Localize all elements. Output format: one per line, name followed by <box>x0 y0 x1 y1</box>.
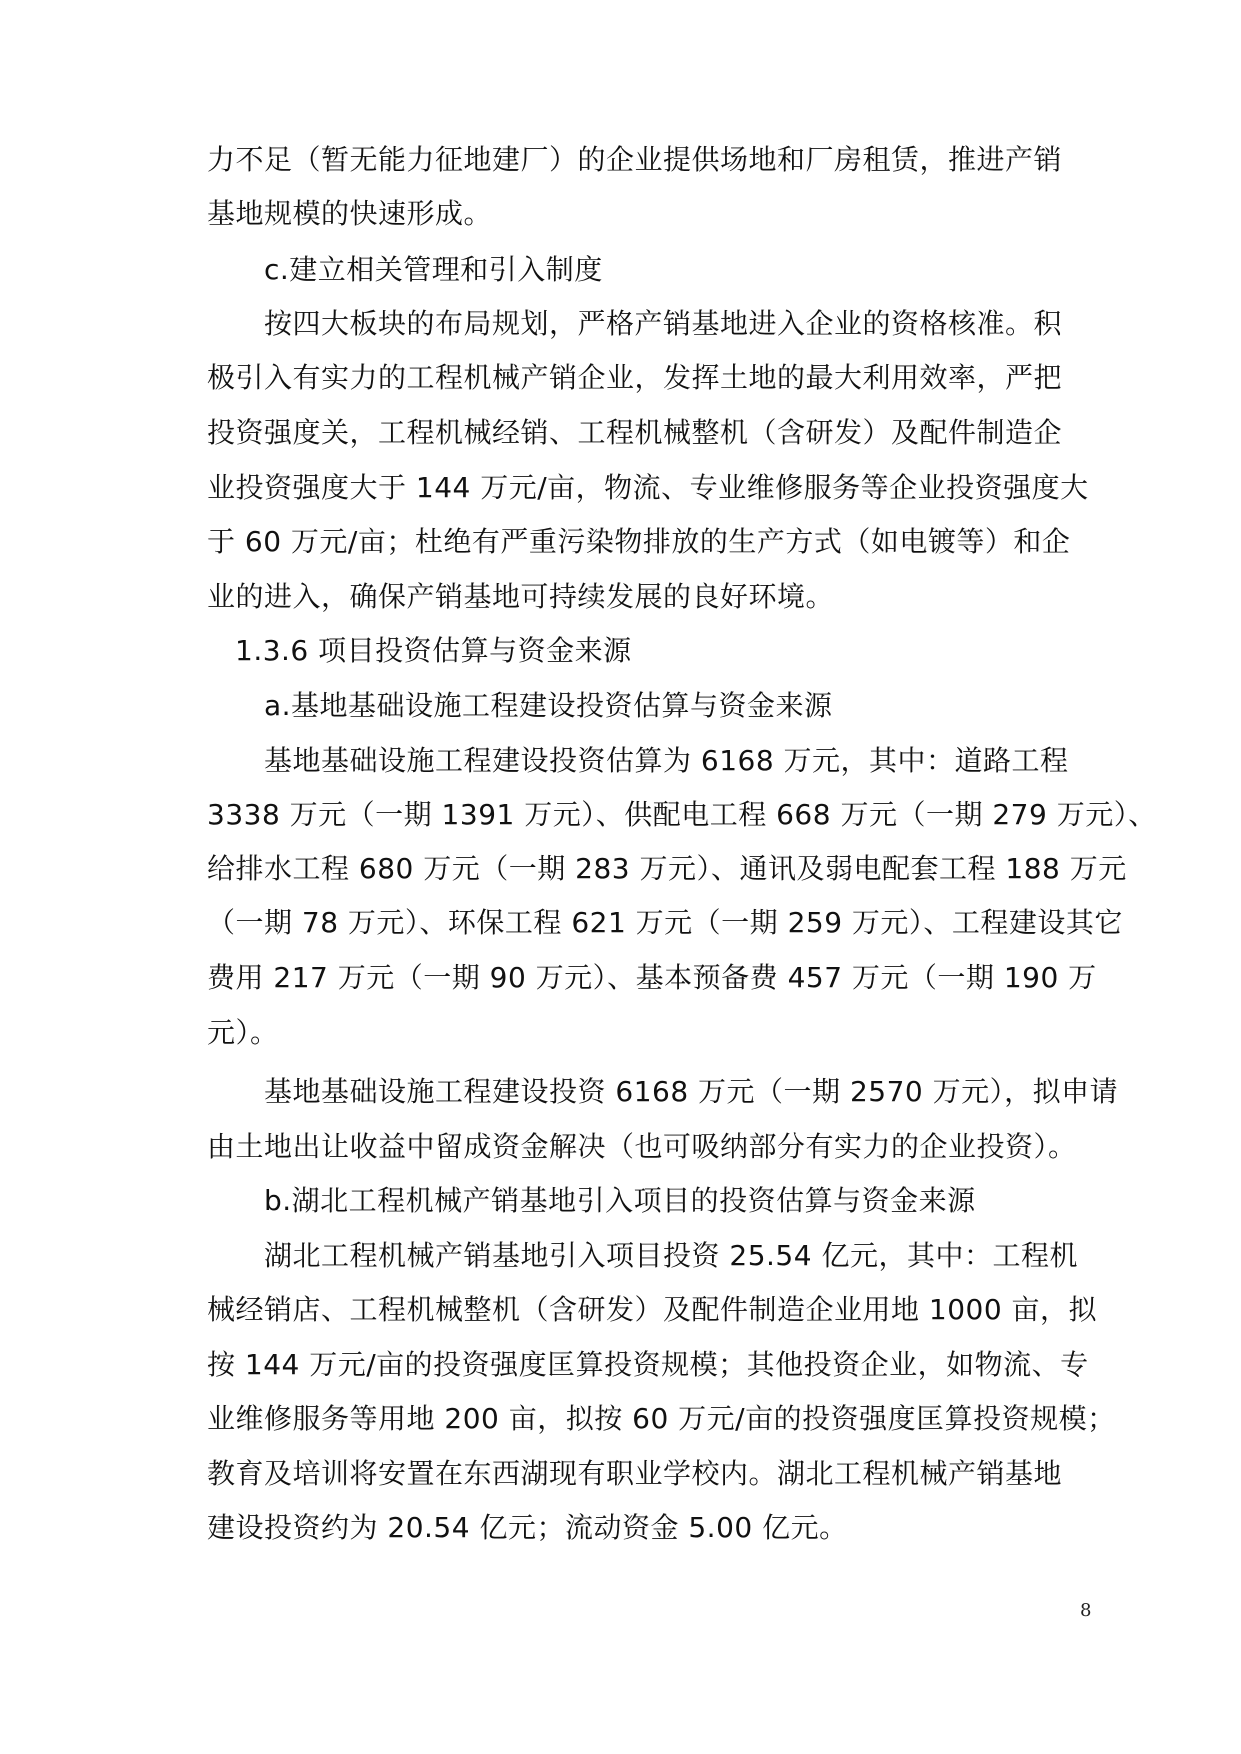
text-line-16: 费用 217 万元（一期 90 万元）、基本预备费 457 万元（一期 190 万 <box>207 961 1097 994</box>
text-line-17: 元）。 <box>207 1016 279 1049</box>
section-heading-1-3-6: 1.3.6 项目投资估算与资金来源 <box>235 634 632 667</box>
text-line-23: 按 144 万元/亩的投资强度匡算投资规模；其他投资企业，如物流、专 <box>207 1348 1089 1381</box>
subheading-b: b.湖北工程机械产销基地引入项目的投资估算与资金来源 <box>264 1184 976 1217</box>
text-line-9: 业的进入，确保产销基地可持续发展的良好环境。 <box>207 580 835 613</box>
text-line-14: 给排水工程 680 万元（一期 283 万元）、通讯及弱电配套工程 188 万元 <box>207 852 1127 885</box>
text-line-18: 基地基础设施工程建设投资 6168 万元（一期 2570 万元），拟申请 <box>264 1075 1119 1108</box>
text-line-8: 于 60 万元/亩；杜绝有严重污染物排放的生产方式（如电镀等）和企 <box>207 525 1071 558</box>
text-line-26: 建设投资约为 20.54 亿元；流动资金 5.00 亿元。 <box>207 1511 848 1544</box>
page-number: 8 <box>1080 1600 1092 1621</box>
subheading-a: a.基地基础设施工程建设投资估算与资金来源 <box>264 689 833 722</box>
text-line-15: （一期 78 万元）、环保工程 621 万元（一期 259 万元）、工程建设其它 <box>207 906 1123 939</box>
text-line-25: 教育及培训将安置在东西湖现有职业学校内。湖北工程机械产销基地 <box>207 1457 1063 1490</box>
text-line-2: 基地规模的快速形成。 <box>207 197 493 230</box>
text-line-22: 械经销店、工程机械整机（含研发）及配件制造企业用地 1000 亩，拟 <box>207 1293 1098 1326</box>
text-line-7: 业投资强度大于 144 万元/亩，物流、专业维修服务等企业投资强度大 <box>207 471 1089 504</box>
text-line-19: 由土地出让收益中留成资金解决（也可吸纳部分有实力的企业投资）。 <box>207 1130 1077 1163</box>
text-line-24: 业维修服务等用地 200 亩，拟按 60 万元/亩的投资强度匡算投资规模； <box>207 1402 1116 1435</box>
text-line-4: 按四大板块的布局规划，严格产销基地进入企业的资格核准。积 <box>264 307 1063 340</box>
text-line-6: 投资强度关，工程机械经销、工程机械整机（含研发）及配件制造企 <box>207 416 1063 449</box>
text-line-1: 力不足（暂无能力征地建厂）的企业提供场地和厂房租赁，推进产销 <box>207 143 1063 176</box>
text-line-3: c.建立相关管理和引入制度 <box>264 253 603 286</box>
text-line-21: 湖北工程机械产销基地引入项目投资 25.54 亿元，其中：工程机 <box>264 1239 1078 1272</box>
text-line-12: 基地基础设施工程建设投资估算为 6168 万元，其中：道路工程 <box>264 744 1069 777</box>
text-line-13: 3338 万元（一期 1391 万元）、供配电工程 668 万元（一期 279 万元）、 <box>207 798 1157 831</box>
text-line-5: 极引入有实力的工程机械产销企业，发挥土地的最大利用效率，严把 <box>207 361 1063 394</box>
